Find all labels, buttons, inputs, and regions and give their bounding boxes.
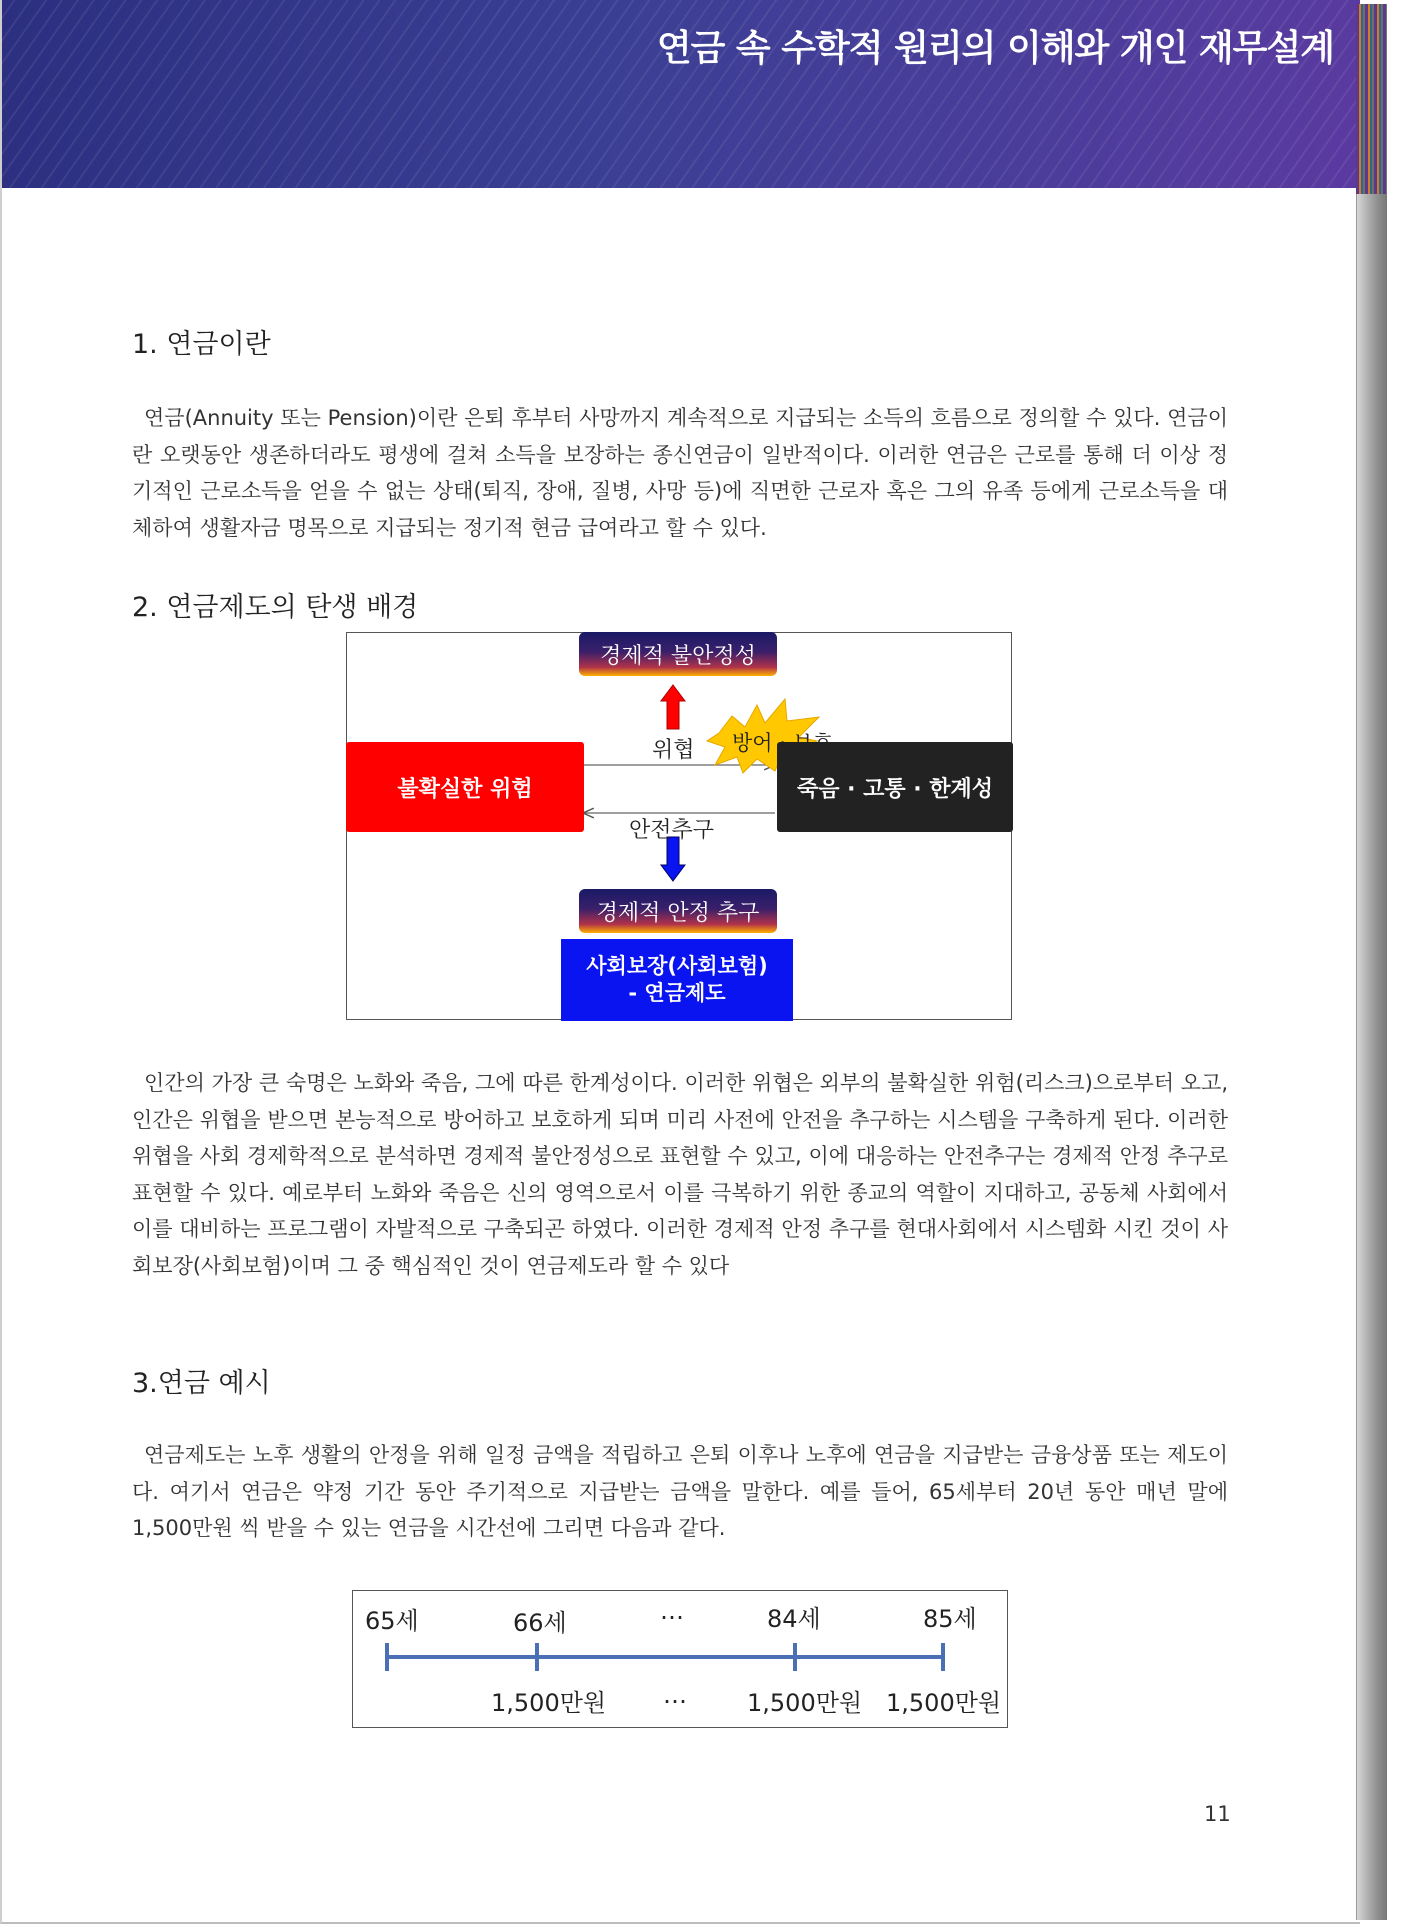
- age-85-label: 85세: [923, 1605, 977, 1633]
- social-security-box: [561, 939, 793, 1021]
- social-security-line2: - 연금제도: [628, 981, 726, 1005]
- amount-84-label: 1,500만원: [747, 1689, 863, 1717]
- section-3-paragraph: 연금제도는 노후 생활의 안정을 위해 일정 금액을 적립하고 은퇴 이후나 노후에 연금을 지급받는 금융상품 또는 제도이다. 여기서 연금은 약정 기간 동안 주기적으로 지급받는 금액을 말한다. 예를 들어, 65세부터 20년 동안 매년 말에 1,500만원 씩 받을 수 있는 연금을 시간선에 그리면 다음과 같다.: [132, 1443, 1228, 1540]
- economic-instability-tag: 경제적 불안정성: [579, 632, 777, 676]
- amount-66-label: 1,500만원: [491, 1689, 607, 1717]
- age-65-label: 65세: [365, 1607, 419, 1635]
- age-ellipsis-label: …: [660, 1597, 684, 1625]
- age-66-label: 66세: [513, 1609, 567, 1637]
- amount-85-label: 1,500만원: [886, 1689, 1002, 1717]
- uncertain-risk-box: 불확실한 위험: [346, 742, 584, 832]
- threat-label: 위협: [652, 738, 695, 763]
- section-2-title: 2. 연금제도의 탄생 배경: [132, 592, 419, 623]
- economic-stability-tag: 경제적 안정 추구: [579, 889, 777, 933]
- starburst-label: 방어 · 보호: [732, 731, 834, 755]
- age-84-label: 84세: [767, 1605, 821, 1633]
- section-1-title: 1. 연금이란: [132, 329, 271, 360]
- amount-ellipsis-label: …: [663, 1681, 687, 1709]
- section-3-title: 3.연금 예시: [132, 1368, 271, 1399]
- page-header-banner: [2, 0, 1360, 188]
- section-2-paragraph: 인간의 가장 큰 숙명은 노화와 죽음, 그에 따른 한계성이다. 이러한 위협은 외부의 불확실한 위험(리스크)으로부터 오고, 인간은 위협을 받으면 본능적으로 방어하고 보호하게 되며 미리 사전에 안전을 추구하는 시스템을 구축하게 된다. 이러한 위협을 사회 경제학적으로 분석하면 경제적 불안정성으로 표현할 수 있고, 이에 대응하는 안전추구는 경제적 안정 추구로 표현할 수 있다. 예로부터 노화와 죽음은 신의 영역으로서 이를 극복하기 위한 종교의 역할이 지대하고, 공동체 사회에서 이를 대비하는 프로그램이 자발적으로 구축되곤 하였다. 이러한 경제적 안정 추구를 현대사회에서 시스템화 시킨 것이 사회보장(사회보험)이며 그 중 핵심적인 것이 연금제도라 할 수 있다: [132, 1071, 1228, 1278]
- page-stack-edges-colored: [1356, 4, 1386, 194]
- social-security-line1: 사회보장(사회보험): [586, 954, 768, 978]
- safety-label: 안전추구: [629, 818, 715, 843]
- header-title: 연금 속 수학적 원리의 이해와 개인 재무설계: [656, 28, 1334, 69]
- red-up-arrow: [661, 685, 685, 729]
- death-pain-limit-box: 죽음 · 고통 · 한계성: [777, 742, 1013, 832]
- annuity-timeline: [352, 1590, 1008, 1728]
- pension-origin-diagram: [346, 632, 1012, 1020]
- page-number: 11: [1204, 1802, 1231, 1826]
- section-1-paragraph: 연금(Annuity 또는 Pension)이란 은퇴 후부터 사망까지 계속적으로 지급되는 소득의 흐름으로 정의할 수 있다. 연금이란 오랫동안 생존하더라도 평생에 걸쳐 소득을 보장하는 종신연금이 일반적이다. 이러한 연금은 근로를 통해 더 이상 정기적인 근로소득을 얻을 수 없는 상태(퇴직, 장애, 질병, 사망 등)에 직면한 근로자 혹은 그의 유족 등에게 근로소득을 대체하여 생활자금 명목으로 지급되는 정기적 현금 급여라고 할 수 있다.: [132, 406, 1228, 540]
- page-stack-edges: [1356, 4, 1387, 1920]
